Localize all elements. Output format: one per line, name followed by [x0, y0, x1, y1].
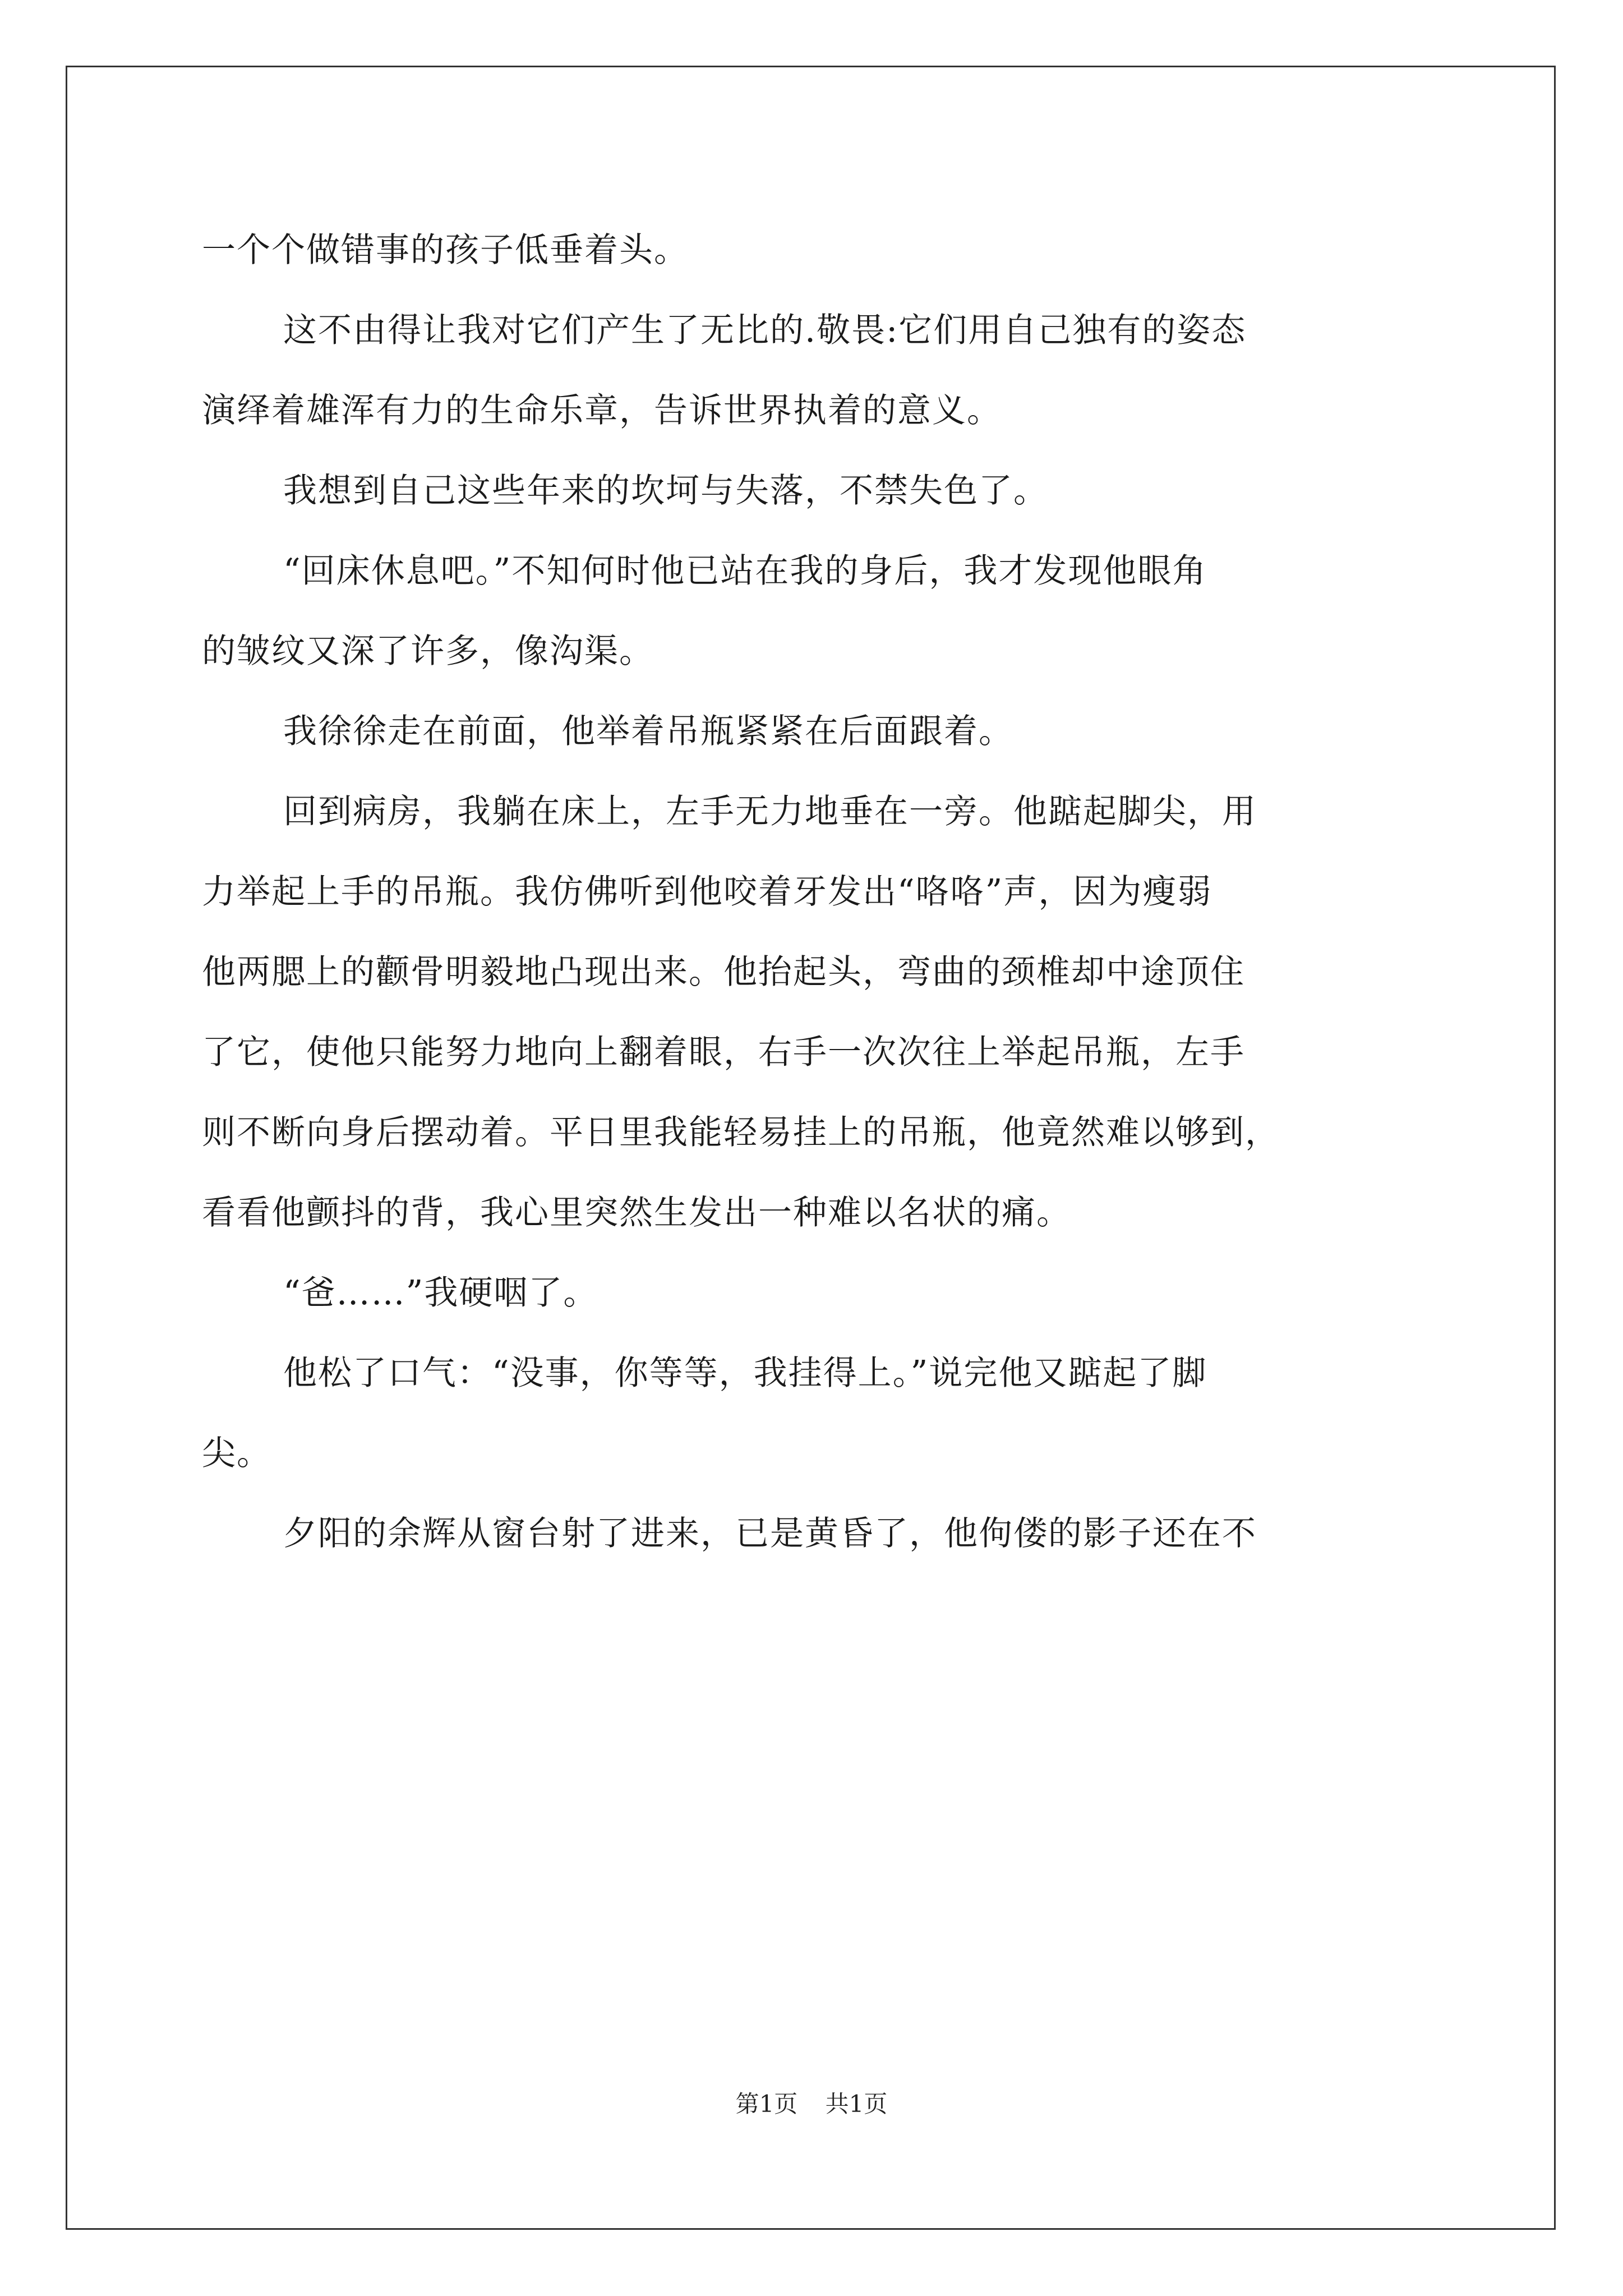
text-line-16: 尖。: [202, 1434, 271, 1473]
text-line-3: 演绎着雄浑有力的生命乐章，告诉世界执着的意义。: [202, 391, 1002, 430]
text-line-12: 则不断向身后摆动着。平日里我能轻易挂上的吊瓶，他竟然难以够到，: [202, 1113, 1280, 1152]
text-line-11: 了它，使他只能努力地向上翻着眼，右手一次次往上举起吊瓶，左手: [202, 1033, 1245, 1072]
text-line-2: 这不由得让我对它们产生了无比的.敬畏:它们用自己独有的姿态: [283, 311, 1247, 350]
document-body: [202, 210, 1433, 1574]
text-line-14: “爸……”我硬咽了。: [283, 1273, 598, 1313]
page-footer: [0, 2086, 1623, 2119]
text-line-1: 一个个做错事的孩子低垂着头。: [202, 231, 689, 270]
text-line-10: 他两腮上的颧骨明毅地凸现出来。他抬起头，弯曲的颈椎却中途顶住: [202, 953, 1245, 992]
text-line-8: 回到病房，我躺在床上，左手无力地垂在一旁。他踮起脚尖，用: [283, 792, 1257, 831]
text-line-9: 力举起上手的吊瓶。我仿佛听到他咬着牙发出“咯咯”声，因为瘦弱: [202, 872, 1212, 912]
text-line-17: 夕阳的余辉从窗台射了进来，已是黄昏了，他佝偻的影子还在不: [283, 1514, 1257, 1553]
text-line-13: 看看他颤抖的背，我心里突然生发出一种难以名状的痛。: [202, 1193, 1071, 1232]
text-line-7: 我徐徐走在前面，他举着吊瓶紧紧在后面跟着。: [283, 712, 1013, 751]
text-line-4: 我想到自己这些年来的坎坷与失落，不禁失色了。: [283, 471, 1048, 510]
page-number-current: 第1页: [735, 2090, 798, 2118]
page-number-total: 共1页: [825, 2090, 888, 2118]
text-line-5: “回床休息吧。”不知何时他已站在我的身后，我才发现他眼角: [283, 551, 1207, 591]
text-line-6: 的皱纹又深了许多，像沟渠。: [202, 632, 654, 671]
text-line-15: 他松了口气：“没事，你等等，我挂得上。”说完他又踮起了脚: [283, 1354, 1207, 1393]
